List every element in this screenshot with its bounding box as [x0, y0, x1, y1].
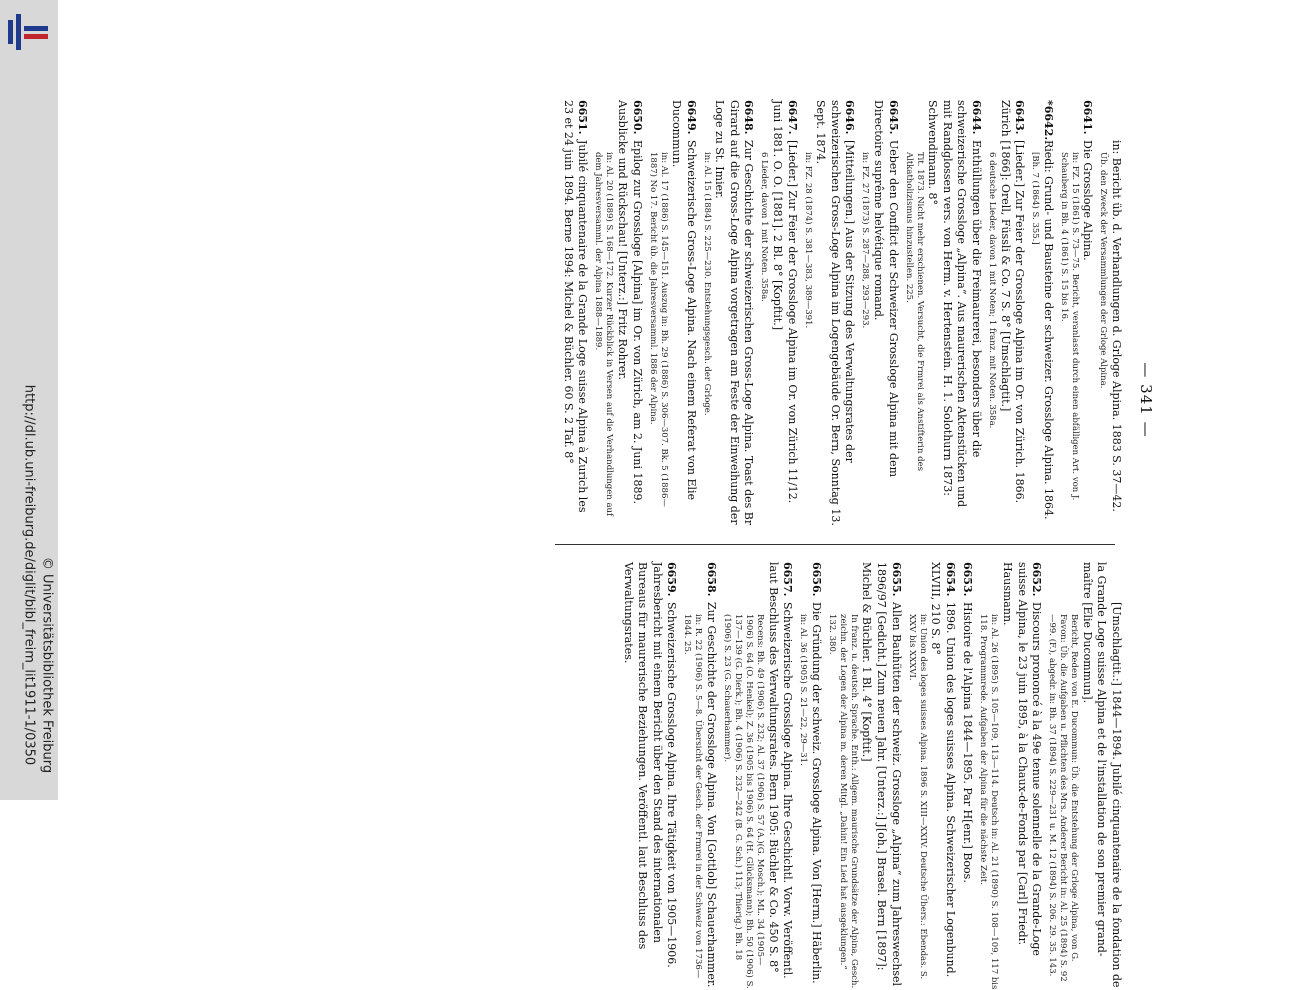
entry-title: Zur Geschichte der schweizerischen Gross-Loge Alpina. Toast des Br Girard auf die Gross-Loge Alpina vorgetragen am Feste der Einweihung der Loge zu St. Imier.: [713, 100, 756, 526]
bibliography-entry: [960, 562, 975, 990]
entry-title: [Lieder.] Zur Feier der Grossloge Alpina im Or. von Zürich 11/12. Juni 1881. O. O. [1881]. 2 Bl. 8° [Kopftit.]: [771, 100, 799, 504]
bibliography-entry: [721, 562, 794, 990]
entry-number: *6642.: [1041, 100, 1055, 141]
bibliography-entry: [560, 100, 589, 528]
entry-number: 6641.: [1081, 100, 1095, 135]
left-column: [557, 100, 1123, 528]
bibliography-entry: [977, 562, 1043, 990]
bibliography-entry: [701, 100, 756, 528]
entry-title: [Umschlagtit.:] 1844—1894. Jubilé cinquantenaire de la fondation de la Grande Loge suisse Alpina et de l'installation de son premier grand-maître [Elie Ducommun].: [1080, 562, 1123, 988]
bibliography-entry: [647, 100, 698, 528]
right-column: [617, 562, 1123, 990]
entry-number: 6653.: [961, 562, 975, 597]
bibliography-entry: [682, 562, 719, 990]
entry-title: Jubilé cinquantenaire de la Grande Loge suisse Alpina à Zurich les 23 et 24 juin 1894. Berne 1894: Michel & Büchler. 60 S. 2 Taf. 8°: [561, 100, 590, 513]
entry-title: Discours prononcé à la 49e tenue solennelle de la Grande-Loge suisse Alpina, le 23 juin 1895, à la Chaux-de-Fonds par [Carl] Friedr. Hausmann.: [1001, 562, 1044, 956]
entry-number: 6645.: [886, 100, 900, 135]
entry-number: 6644.: [970, 100, 984, 135]
entry-note: in: Al. 15 (1884) S. 225—230. Entstehungsgesch. der Grloge.: [701, 152, 712, 416]
entry-number: 6648.: [742, 100, 756, 135]
entry-note: in: R. 22 (1906) S. 5—8. Übersicht der Gesch. der Frmrei in der Schweiz von 1736—1844. 25.: [682, 614, 704, 979]
entry-note: [Bh. 7 (1864) S. 355.]: [1030, 152, 1041, 245]
entry-note: in: Union des loges suisses Alpina. 1896 S. XIII—XXIV. Deutsche Übers.: Ebendas. S. XXV bis XXXVI.: [906, 614, 928, 980]
entry-note: 6 deutsche Lieder, davon 1 mit Noten; 1 franz. mit Noten. 358a.: [987, 152, 998, 429]
entry-title: Schweizerische Grossloge Alpina. Ihre Tätigkeit von 1905—1906. Jahresbericht mit einem Bericht über den Stand des internationalen Bureaus für maurerische Beziehungen. Veröffentl. laut Beschluss des Verwaltungsrates.: [621, 562, 679, 968]
entry-number: 6652.: [1030, 562, 1044, 597]
entry-title: in: Bericht üb. d. Verhandlungen d. Grloge Alpina. 1883 S. 37—42.: [1110, 140, 1123, 512]
entry-note: Recens: Bh. 49 (1906) S. 232; Al. 37 (1906) S. 57 (A.)(G. Mosch.); ML. 34 (1905—1906) S. 64 (O. Henkel); Z. 36 (1905 bis 1906) S. 64 (H. Glücksmann); Bh. 50 (1906) S. 137—139 (G. Dierk.); Bh. 4 (1906) S. 232—242 (B. G. Sch.) 113; Thierig.) Bh. 18 (1906) S. 23 (G. Schauerhammer).: [722, 614, 766, 989]
entry-title: Epilog zur Grossloge [Alpina] im Or. von Zürich, am 2. Juni 1889. Ausblicke und Rückschau! [Unterz.:] Fritz Rohrer.: [615, 100, 644, 505]
copyright-notice: © Universitätsbibliothek Freiburg: [39, 556, 55, 774]
bibliography-entry: [903, 100, 983, 528]
entry-number: 6651.: [576, 100, 590, 135]
page-header: — 341 —: [1137, 362, 1155, 438]
entry-title: Die Grossloge Alpina.: [1081, 140, 1095, 261]
bibliography-entry: [859, 100, 899, 528]
entry-note: Üb. den Zweck der Versammlungen der Grloge Alpina.: [1098, 152, 1109, 389]
bibliography-entry: [1097, 100, 1123, 528]
column-divider: [555, 544, 1115, 545]
bibliography-entry: [759, 100, 799, 528]
entry-note: in: Al. 36 (1905) S. 21—22, 29—31.: [798, 614, 809, 766]
entry-title: Zur Geschichte der Grossloge Alpina. Von [Gottlob] Schauerhammer.: [705, 602, 719, 988]
entry-number: 6659.: [665, 562, 679, 597]
document-url[interactable]: http://dl.ub.uni-freiburg.de/diglit/bibl_freim_lit1911-1/0350: [21, 384, 37, 766]
bibliography-entry: [802, 100, 857, 528]
entry-number: 6654.: [943, 562, 957, 597]
scanned-page: [235, 100, 1155, 990]
entry-number: 6649.: [684, 100, 698, 135]
bibliography-entry: [826, 562, 903, 990]
entry-number: 6647.: [785, 100, 799, 135]
entry-title: Histoire de l'Alpina 1844—1895. Par H[enr.] Boos.: [961, 602, 975, 883]
bibliography-entry: [797, 562, 823, 990]
entry-number: 6657.: [781, 562, 795, 597]
page-number: 341: [1137, 384, 1155, 416]
entry-number: 6646.: [843, 100, 857, 135]
bibliography-entry: [1046, 562, 1123, 990]
entry-number: 6658.: [705, 562, 719, 597]
sidebar: [0, 0, 58, 800]
entry-note: 6 Lieder, davon 1 mit Noten. 358a.: [759, 152, 770, 302]
entry-note: in: Al. 20 (1889) S. 168—172. Kurzer Rückblick in Versen auf die Verhandlungen auf dem Jahresversamml. der Alpina 1888—1889.: [593, 152, 615, 517]
bibliography-entry: [1029, 100, 1055, 528]
entry-title: Schweizerische Gross-Loge Alpina. Nach einem Referat von Elie Ducommun.: [670, 100, 698, 501]
bibliography-entry: [592, 100, 643, 528]
entry-note: Bericht, Reden von E. Ducommun: Üb. die Entstehung der Grloge Alpina, von G. Favon: Üb. die Aufgaben u. Pflichten des Mrs. Anderer Bericht in: Al. 25 (1894) S. 92—99. (F.), abgedr. in: Bh. 37 (1894) S. 229—231 u. M. 12 (1894) S. 206. 29. 35. 143.: [1047, 614, 1080, 982]
entry-note: In franz. u. deutsch. Sprache. Enth.: Allgem. maurische Grundsätze der Alpina, Gesch. zeichn. der Logen der Alpina m. deren Mitgl. „Dahin! Ein Lied hat ausgeklungen.“ 132. 380.: [826, 614, 859, 989]
entry-title: Allen Bauhütten der schweiz. Grossloge „Alpina“ zum Jahreswechsel 1896/97 [Gedicht.] Zum neuen Jahr. [Unterz.:] J[oh.] Brasel. Bern [1897]: Michel & Büchler. 1 Bl. 4° [Kopftit.]: [860, 562, 903, 987]
bibliography-entry: [906, 562, 957, 990]
entry-note: Tit. 1873. Nicht mehr erschienen. Versucht, die Frmrei als Anstifterin des Altkatholizismus hinzustellen. 225.: [903, 152, 925, 472]
entry-note: in: Al. 26 (1895) S. 105—109, 113—114. Deutsch in: Al. 21 (1890) S. 108—109, 117 bis 118. Programmrede. Aufgaben der Alpina für die nächste Zeit.: [978, 614, 1000, 990]
entry-title: Schweizerische Grossloge Alpina. Ihre Geschichtl. Vorw. Veröffentl. laut Beschluss des Verwaltungsrates. Bern 1905: Büchler & Co. 450 S. 8°: [766, 562, 795, 979]
entry-number: 6656.: [809, 562, 823, 597]
entry-number: 6650.: [630, 100, 644, 135]
bibliography-entry: [620, 562, 678, 990]
entry-note: in: FZ. 27 (1873) S. 287—288, 293—293.: [860, 152, 871, 329]
entry-title: [Lieder.] Zur Feier der Grossloge Alpina im Or. von Zürich. 1866. Zürich [1866]: Orell, Füssli & Co. 7 S. 8° [Umschlagtit.]: [998, 100, 1027, 504]
entry-number: 6655.: [889, 562, 903, 597]
ub-logo-icon: [6, 12, 50, 52]
entry-note: in: FZ. 15 (1861) S. 73—75. Bericht, veranlasst durch einen abfälligen Art. von J. Schauberg in Bh. 4 (1861) S. 15 bis 16.: [1058, 152, 1080, 501]
entry-title: Enthüllungen über die Freimaurerei, besonders über die schweizerische Grossloge „Alpina“. Aus maurerischen Aktenstücken und mit Randglossen vers. von Herm. v. Hertenstein. H. 1. Solothurn 1873: Schwendimann. 8°: [926, 100, 984, 508]
entry-title: Riedi: Grund- und Bausteine der schweizer. Grossloge Alpina. 1864.: [1041, 140, 1055, 520]
bibliography-entry: [1058, 100, 1095, 528]
entry-title: [Mitteilungen.] Aus der Sitzung des Verwaltungsrates der schweizerischen Gross-Loge Alpina im Logengebäude Or. Bern, Sonntag 13. Sept. 1874.: [814, 100, 857, 526]
entry-title: Die Gründung der schweiz. Grossloge Alpina. Von [Herm.] Häberlin.: [809, 602, 823, 984]
bibliography-entry: [986, 100, 1026, 528]
entry-title: Ueber den Conflict der Schweizer Grossloge Alpina mit dem Directoire suprême helvétique romand.: [872, 100, 900, 478]
entry-number: 6643.: [1013, 100, 1027, 135]
entry-note: in: FZ. 28 (1874) S. 381—383, 389—391.: [802, 152, 813, 329]
entry-title: 1896. Union des loges suisses Alpina. Schweizerischer Logenbund. XLVIII, 210 S. 8°: [929, 562, 957, 978]
entry-note: in: Al. 17 (1886) S. 145—151. Auszug in: Bh. 29 (1886) S. 306—307. Bk. 5 (1886—1887) No 17. Bericht üb. die Jahresversamml. 1886 der Alpina.: [647, 152, 669, 507]
